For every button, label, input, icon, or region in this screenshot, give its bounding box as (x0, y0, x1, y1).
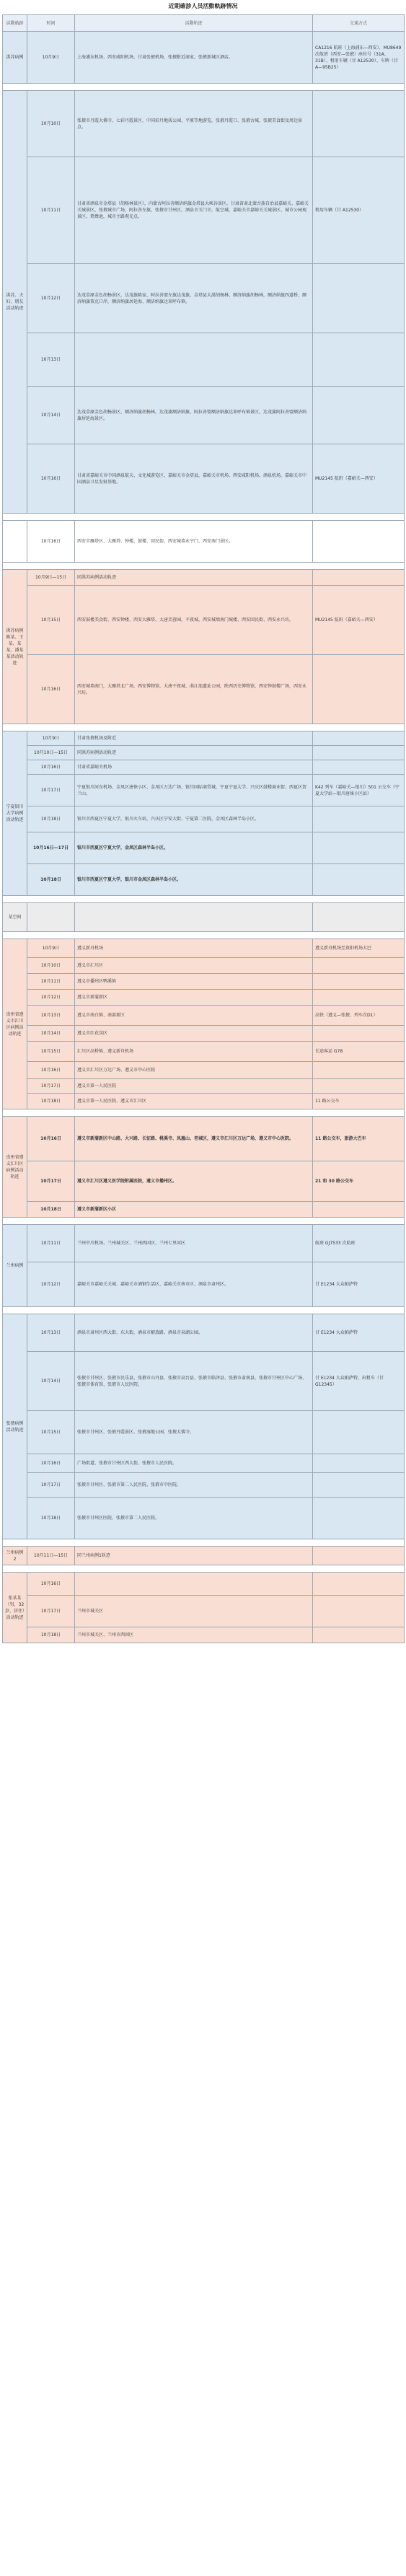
table-row (3, 570, 405, 586)
row-date: 10月16日 (27, 1117, 75, 1161)
row-date: 10月9日 (27, 939, 75, 958)
header-transport: 交通方式 (313, 15, 405, 32)
row-transport: 21 和 30 路公交车 (313, 1161, 405, 1202)
row-transport (313, 1202, 405, 1218)
row-date: 10月14日 (27, 387, 75, 444)
row-track: 甘肃省嘉峪关市中国酒泉航天、文化城游览区、嘉峪关市金塔县，嘉峪关市机场、西安咸阳机场、酒泉机场，嘉峪关市中国酒泉卫星发射基地。 (75, 444, 313, 514)
row-track: 宁夏银川河东机场，金凤区唐徕小区、金凤区万达广场、银川国际商贸城，宁夏宁夏大学、兴庆区鼓楼商业街、西夏区贺兰山。 (75, 775, 313, 806)
trajectory-table (2, 14, 405, 1643)
row-transport (313, 1454, 405, 1473)
section-spacer (3, 724, 405, 731)
row-track: 遵义新舟机场 (75, 939, 313, 958)
table-row (3, 746, 405, 760)
row-track: 兰州中川机场、兰州城关区、兰州西固区、兰州七里河区 (75, 1225, 313, 1262)
section-label: 洪苏病例 (3, 32, 27, 84)
row-track: 西安鼓楼美食街、西安钟楼、西安大雁塔、大唐芙蓉园，不夜城，西安城墙南门城楼、西安回民街、西安永兴坊。 (75, 586, 313, 655)
section-label: 张某某（男，32岁，居住）活动轨迹 (3, 1573, 27, 1643)
table-row (3, 1627, 405, 1643)
row-track: 兰州市城关区 (75, 1596, 313, 1627)
row-date (27, 903, 75, 932)
row-date: 10月13日 (27, 1006, 75, 1026)
table-row (3, 1026, 405, 1042)
row-track: 遵义市第一人民医院、遵义市汇川区 (75, 1094, 313, 1109)
row-date: 10月14日 (27, 1352, 75, 1411)
header-track: 活動轨迹 (75, 15, 313, 32)
row-date: 10月9日 (27, 731, 75, 746)
row-transport: K42 列车（嘉峪关—银川）501 公交车（宁夏大学站—银川唐徕小区站） (313, 775, 405, 806)
row-track: 达茂草原金色胡杨景区，额济纳旗胡杨林，达茂旗额济纳旗、阿拉善盟额济纳旗达来呼布镇景区，达茂旗阿拉善盟额济纳旗居延海景区。 (75, 387, 313, 444)
row-date: 10月18日 (27, 864, 75, 896)
table-row (3, 1596, 405, 1627)
row-date: 10月18日 (27, 1094, 75, 1109)
row-transport: 11 路公交车 (313, 1094, 405, 1109)
row-date: 10月18日 (27, 1202, 75, 1218)
row-transport (313, 731, 405, 746)
row-date: 10月10日 (27, 958, 75, 974)
row-track: 遵义市汇川区 (75, 958, 313, 974)
row-track: 西安市雁塔区、大雁塔、钟楼、鼓楼、回民街、西安城墙永宁门、西安南门景区。 (75, 521, 313, 563)
table-row (3, 1314, 405, 1352)
page-title: 近期確診人员活動軌跡情况 (168, 3, 238, 9)
row-track: 广场街道、张掖市甘州区西大街、张掖市人民医院。 (75, 1454, 313, 1473)
table-row (3, 1006, 405, 1026)
row-transport (313, 974, 405, 990)
section-label (3, 521, 27, 563)
table-row (3, 958, 405, 974)
row-transport (313, 264, 405, 333)
section-label: 宁夏银川大学病例活动轨迹 (3, 731, 27, 896)
row-date: 10月16日 (27, 1573, 75, 1596)
table-row (3, 1042, 405, 1062)
row-transport (313, 1627, 405, 1643)
section-spacer (3, 1539, 405, 1547)
row-transport (313, 333, 405, 387)
row-track: 上海浦东机场、西安咸阳机场、甘肃张掖机场、张掖附近商家，张掖新城区酒店。 (75, 32, 313, 84)
row-date: 10月14日 (27, 1026, 75, 1042)
row-date: 10月16日 (27, 1454, 75, 1473)
row-date: 10月10日—15日 (27, 746, 75, 760)
row-transport: 11 路公交车，旅游大巴车 (313, 1117, 405, 1161)
row-transport: 甘 E1234 大众帕萨特 (313, 1262, 405, 1307)
row-transport (313, 570, 405, 586)
header-label: 活動軌跡 (3, 15, 27, 32)
row-transport (313, 832, 405, 864)
section-label: 某空间 (3, 903, 27, 932)
table-row (3, 1094, 405, 1109)
row-track: 张掖市丹霞大佛寺、七彩丹霞景区、中国彩丹地质公园、平原等地游览，张掖丹霞口、张掖古城、张掖美食街及周边景点。 (75, 91, 313, 157)
row-date: 10月11日 (27, 157, 75, 264)
row-date: 10月11日—15日 (27, 1547, 75, 1565)
section-label: 兰州病例 (3, 1225, 27, 1307)
table-row (3, 1225, 405, 1262)
row-date: 10月16日 (27, 1062, 75, 1079)
row-date: 10月9日 (27, 32, 75, 84)
section-spacer (3, 1307, 405, 1314)
row-date: 10月15日 (27, 1042, 75, 1062)
row-date: 10月18日 (27, 1498, 75, 1539)
row-track: 甘肃省嘉峪关机场 (75, 760, 313, 775)
row-transport (313, 521, 405, 563)
row-transport (313, 864, 405, 896)
table-row (3, 157, 405, 264)
row-transport (313, 387, 405, 444)
row-date: 10月16日 (27, 444, 75, 514)
row-track: 张掖市甘州区医院、张掖市第二人民医院。 (75, 1498, 313, 1539)
table-row (3, 444, 405, 514)
row-transport (313, 91, 405, 157)
table-row (3, 655, 405, 724)
section-spacer (3, 932, 405, 939)
row-track: 遵义市新蒲新区小区 (75, 1202, 313, 1218)
table-row (3, 806, 405, 832)
row-track (75, 1573, 313, 1596)
row-transport: 航班 GJ7533 次航班 (313, 1225, 405, 1262)
row-transport: 长途客运 G78 (313, 1042, 405, 1062)
row-track: 张掖市甘州区、张掖市民乐县、张掖市山丹县、张掖市高台县、张掖市临泽县、张掖市肃南县，张掖市甘州区中心广场、张掖市体育馆、张掖市人民医院。 (75, 1352, 313, 1411)
section-label: 洪苏病例陈某、王某、某某、潘某某活动轨迹 (3, 570, 27, 724)
table-row (3, 1262, 405, 1307)
row-track: 银川市西夏区宁夏大学，银川市金凤区森林半岛小区。 (75, 864, 313, 896)
section-label: 张掖病例活动轨迹 (3, 1314, 27, 1539)
section-spacer (3, 1565, 405, 1573)
table-row (3, 1062, 405, 1079)
row-date: 10月12日 (27, 990, 75, 1006)
row-transport (313, 1473, 405, 1498)
row-track: 西安城墙南门，大雁塔北广场，西安博物馆，大唐不夜城、曲江池遗址公园，陕西历史博物馆，西安钟鼓楼广场，西安永兴坊。 (75, 655, 313, 724)
row-date: 10月11日 (27, 974, 75, 990)
row-date: 10月17日 (27, 1161, 75, 1202)
row-date: 10月10日 (27, 91, 75, 157)
table-row (3, 1161, 405, 1202)
section-spacer (3, 563, 405, 570)
row-transport: 甘 E1234 大众帕萨特 (313, 1314, 405, 1352)
row-transport (313, 1062, 405, 1079)
header-date: 时间 (27, 15, 75, 32)
row-transport (313, 746, 405, 760)
row-date: 10月16日 (27, 760, 75, 775)
section-label: 洪苏、夫妇、朋友活动轨迹 (3, 91, 27, 514)
row-track: 遵义市新蒲新区 (75, 990, 313, 1006)
table-row (3, 1352, 405, 1411)
row-transport (313, 1411, 405, 1454)
row-transport (313, 760, 405, 775)
table-row (3, 1454, 405, 1473)
row-date: 10月17日 (27, 1079, 75, 1094)
row-date: 10月17日 (27, 775, 75, 806)
row-transport (313, 655, 405, 724)
section-spacer (3, 514, 405, 521)
row-track: 嘉峪关市嘉峪关关城、嘉峪关市酒钢生活区、嘉峪关市南市区、酒泉市肃州区。 (75, 1262, 313, 1307)
row-date: 10月13日 (27, 1314, 75, 1352)
row-track: 银川市西夏区宁夏大学，金凤区森林半岛小区。 (75, 832, 313, 864)
row-track: 遵义市新蒲新区中山路、大兴路、长征路、桃溪寺、凤凰山、老城区，遵义市汇川区万达广场、遵义市中心医院。 (75, 1117, 313, 1161)
row-track: 遵义市汇川区遵义医学院附属医院，遵义市播州区。 (75, 1161, 313, 1202)
row-date: 10月9日—15日 (27, 570, 75, 586)
table-row (3, 974, 405, 990)
table-row (3, 939, 405, 958)
row-track: 遵义市第一人民医院 (75, 1079, 313, 1094)
table-row (3, 1079, 405, 1094)
row-transport (313, 1596, 405, 1627)
row-date: 10月12日 (27, 264, 75, 333)
table-row (3, 32, 405, 84)
table-row (3, 264, 405, 333)
row-date: 10月11日 (27, 1225, 75, 1262)
table-row (3, 832, 405, 864)
row-transport (313, 1547, 405, 1565)
table-body (3, 32, 405, 1643)
table-row (3, 1547, 405, 1565)
row-date: 10月16日 (27, 521, 75, 563)
row-transport: CA1216 航班（上海浦东—西安）、MU8649 次航班（西安—张掖）座位号（31A、31B）、租用车辆（甘 A12530）、车牌（甘 A—95B25） (313, 32, 405, 84)
table-row (3, 387, 405, 444)
row-track: 同洪苏病例活动轨迹 (75, 570, 313, 586)
row-transport (313, 903, 405, 932)
table-header-row (3, 15, 405, 32)
row-track: 遵义市汇川区万达广场、遵义市中心医院 (75, 1062, 313, 1079)
row-transport: 遵义新舟机场至贵阳机场大巴 (313, 939, 405, 958)
table-row (3, 990, 405, 1006)
table-row (3, 1573, 405, 1596)
row-transport (313, 990, 405, 1006)
row-track: 兰州市城关区、兰州市西固区 (75, 1627, 313, 1643)
section-label: 贵州省遵义汇川区病例活动轨迹 (3, 1117, 27, 1218)
row-date: 10月16日 (27, 655, 75, 724)
row-track: 遵义市红花岗区 (75, 1026, 313, 1042)
row-transport: 高铁（遵义—张掖、列车次D1） (313, 1006, 405, 1026)
section-spacer (3, 1218, 405, 1225)
row-track: 张掖市甘州区、张掖市第二人民医院、张掖市中医院。 (75, 1473, 313, 1498)
row-date: 10月16日—17日 (27, 832, 75, 864)
row-transport (313, 1573, 405, 1596)
table-row (3, 1202, 405, 1218)
section-label: 兰州病例2 (3, 1547, 27, 1565)
table-row (3, 903, 405, 932)
row-track: 甘肃张掖机场及附近 (75, 731, 313, 746)
row-track: 遵义市南白镇、南部新区 (75, 1006, 313, 1026)
row-date: 10月13日 (27, 333, 75, 387)
row-track: 遵义市播州区鸭溪镇 (75, 974, 313, 990)
table-row (3, 1117, 405, 1161)
row-date: 10月18日 (27, 1627, 75, 1643)
table-row (3, 760, 405, 775)
table-row (3, 731, 405, 746)
row-track: 汇川区高桥镇、遵义新舟机场 (75, 1042, 313, 1062)
row-track: 达茂草原金色胡杨景区，达茂旗陈家、阿拉善盟左旗达茂旗、金塔县大漠胡杨林、额济纳旗胡杨林，额济纳旗四道桥、额济纳旗策克口岸，额济纳旗居延海、额济纳旗达来呼布镇。 (75, 264, 313, 333)
row-date: 10月18日 (27, 806, 75, 832)
table-row (3, 775, 405, 806)
section-spacer (3, 896, 405, 903)
table-row (3, 91, 405, 157)
section-label: 贵州省遵义市汇川区病例活动轨迹 (3, 939, 27, 1109)
row-track: 张掖市甘州区、张掖丹霞景区、张掖湿地公园、张掖大佛寺。 (75, 1411, 313, 1454)
row-track: 银川市西夏区宁夏大学，银川火车站，兴庆区宁安大街、宁夏第二医院，金凤区森林半岛小区。 (75, 806, 313, 832)
row-date: 10月15日 (27, 1411, 75, 1454)
row-transport: MU2145 航班（嘉峪关—西安） (313, 586, 405, 655)
row-transport (313, 1498, 405, 1539)
row-transport (313, 806, 405, 832)
row-track: 甘肃省酒泉市金塔县（胡杨林景区），内蒙古阿拉善额济纳旗金塔县大峡谷景区，甘肃省肃北蒙古族自治县嘉峪关、嘉峪关关城景区，张掖城市广场，阿拉善左旗，张掖市甘州区，酒泉市玉门市，航空城，嘉峪关市嘉峪关关城景区、城市公园观景区、鸳鸯池，城市主路观光点。 (75, 157, 313, 264)
table-row (3, 864, 405, 896)
section-spacer (3, 1109, 405, 1117)
row-track (75, 333, 313, 387)
row-track (75, 903, 313, 932)
row-date: 10月15日 (27, 586, 75, 655)
table-row (3, 1473, 405, 1498)
row-track: 酒泉市肃州区西大街、东大街，酒泉市解放路、酒泉市泉湖公园。 (75, 1314, 313, 1352)
section-spacer (3, 84, 405, 91)
table-row (3, 1411, 405, 1454)
row-track: 同洪苏病例活动轨迹 (75, 746, 313, 760)
table-row (3, 333, 405, 387)
row-transport: MU2145 航班（嘉峪关—西安） (313, 444, 405, 514)
row-date: 10月17日 (27, 1596, 75, 1627)
table-row (3, 1498, 405, 1539)
table-row (3, 521, 405, 563)
row-transport (313, 1026, 405, 1042)
row-transport: 甘 E1234 大众帕萨特，出租车（甘 G12345） (313, 1352, 405, 1411)
row-transport (313, 1079, 405, 1094)
row-transport: 租用车辆（甘 A12530） (313, 157, 405, 264)
row-date: 10月12日 (27, 1262, 75, 1307)
row-track: 同兰州病例1轨迹 (75, 1547, 313, 1565)
table-row (3, 586, 405, 655)
row-transport (313, 958, 405, 974)
row-date: 10月17日 (27, 1473, 75, 1498)
